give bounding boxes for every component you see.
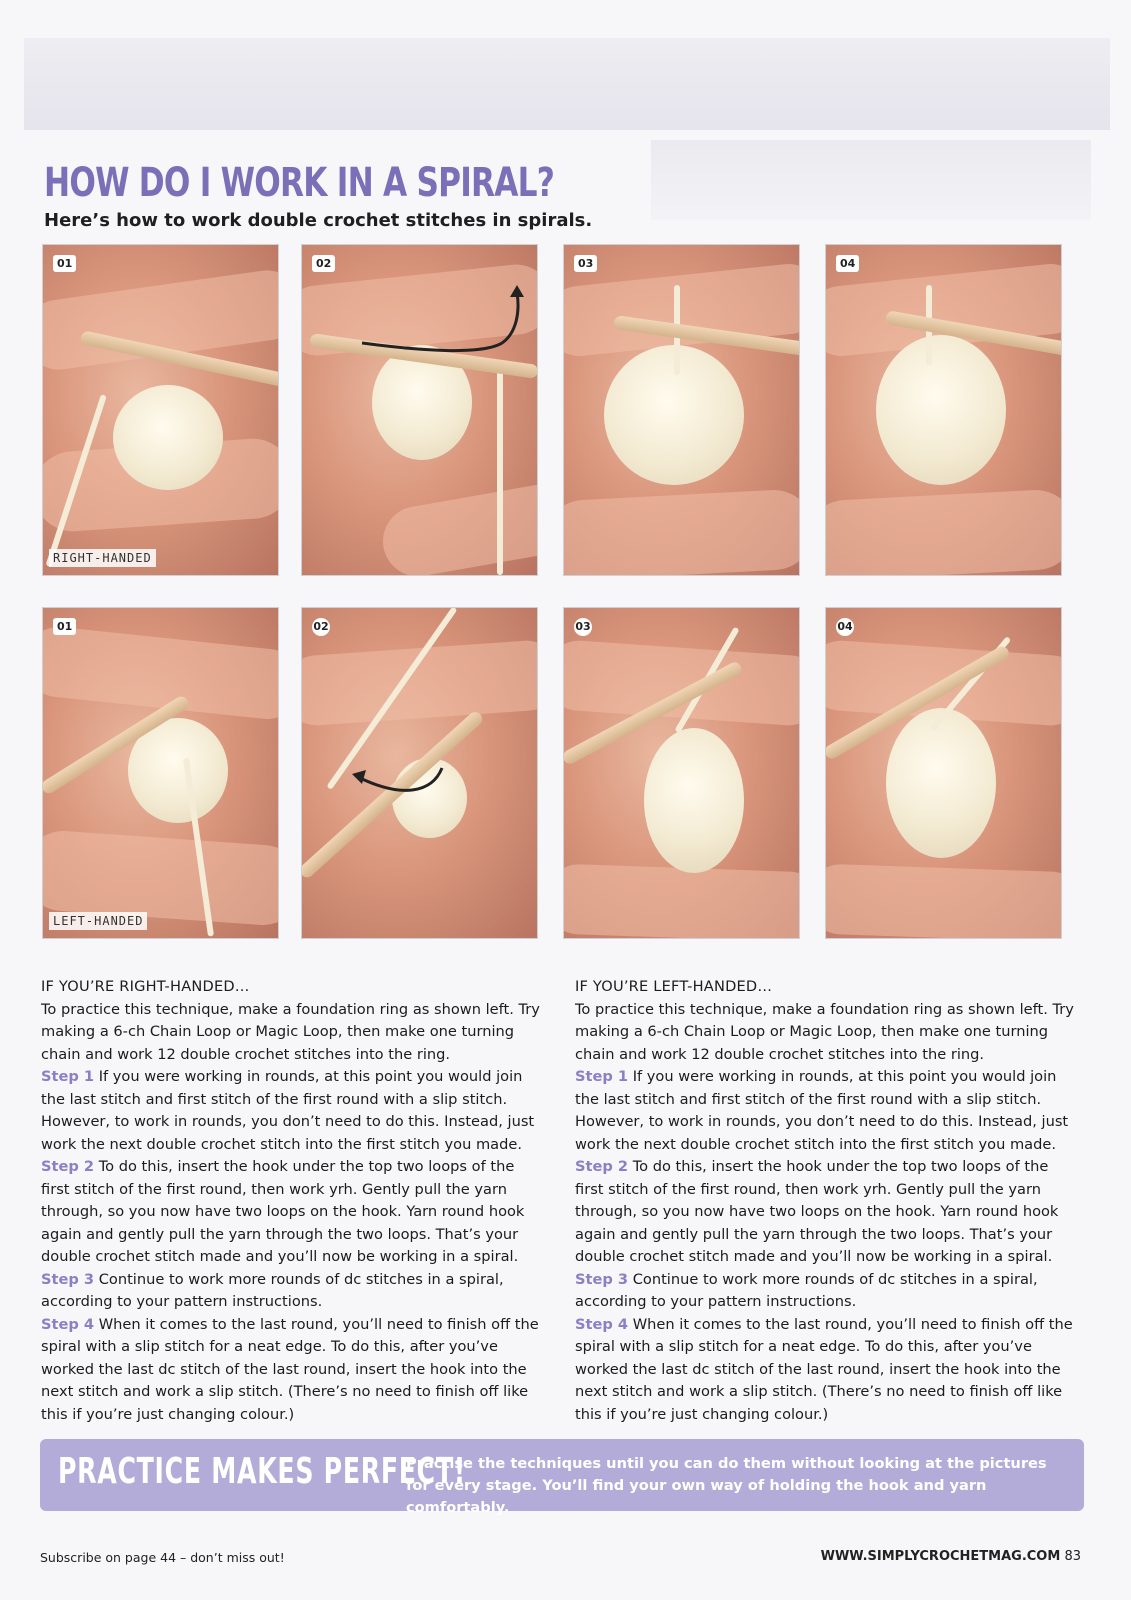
subscribe-note: Subscribe on page 44 – don’t miss out! bbox=[40, 1550, 285, 1565]
section-heading: IF YOU’RE LEFT-HANDED… bbox=[575, 978, 773, 995]
header-band bbox=[24, 38, 1110, 130]
step-number: 04 bbox=[836, 255, 859, 272]
photo-right-handed-01 bbox=[42, 244, 279, 576]
page-title: HOW DO I WORK IN A SPIRAL? bbox=[44, 160, 555, 206]
step-label: Step 3 bbox=[41, 1270, 95, 1288]
step-label: Step 4 bbox=[575, 1315, 629, 1333]
step-label: Step 4 bbox=[41, 1315, 95, 1333]
banner-title: PRACTICE MAKES PERFECT! bbox=[58, 1451, 466, 1492]
step-label: Step 2 bbox=[41, 1158, 95, 1175]
step-label: Step 3 bbox=[575, 1270, 629, 1288]
step-label: Step 2 bbox=[575, 1158, 629, 1175]
website-link[interactable]: WWW.SIMPLYCROCHETMAG.COM bbox=[820, 1549, 1061, 1564]
step-paragraph: Step 3 Continue to work more rounds of dc stitches in a spiral, according to your pattern instructions. bbox=[41, 1270, 504, 1310]
right-handed-instructions bbox=[41, 976, 543, 1426]
step-number: 02 bbox=[312, 255, 335, 272]
step-number: 01 bbox=[53, 618, 76, 635]
step-paragraph: Step 4 When it comes to the last round, you’ll need to finish off the spiral with a slip stitch for a neat edge. To do this, after you’ve worked the last dc stitch of the last round, insert the hook into the next stitch and work a slip stitch. (There’s no need to finish off like this if you’re just changing colour.) bbox=[575, 1315, 1073, 1423]
page-number: 83 bbox=[1064, 1549, 1081, 1564]
step-paragraph: Step 1 If you were working in rounds, at this point you would join the last stitch and first stitch of the first round with a slip stitch. However, to work in rounds, you don’t need to do this. Instead, just work the next double crochet stitch into the first stitch you made. bbox=[41, 1068, 535, 1153]
step-number: 03 bbox=[574, 255, 597, 272]
footer-right bbox=[821, 1549, 1081, 1564]
step-paragraph: Step 2 To do this, insert the hook under the top two loops of the first stitch of the first round, then work yrh. Gently pull the yarn through, so you now have two loops on the hook. Yarn round hook again and gently pull the yarn through the two loops. That’s your double crochet stitch made and you’ll now be working in a spiral. bbox=[41, 1158, 525, 1265]
tip-banner bbox=[40, 1439, 1084, 1516]
bleed-through-area bbox=[651, 140, 1091, 220]
photo-right-handed-02 bbox=[301, 244, 538, 576]
right-handed-tag: RIGHT-HANDED bbox=[49, 549, 156, 567]
photo-right-handed-03 bbox=[563, 244, 800, 576]
direction-arrow-icon bbox=[362, 285, 532, 365]
photo-left-handed-02 bbox=[301, 607, 538, 939]
step-number: 04 bbox=[836, 618, 854, 636]
step-paragraph: Step 3 Continue to work more rounds of dc stitches in a spiral, according to your pattern instructions. bbox=[575, 1270, 1038, 1310]
photo-left-handed-03 bbox=[563, 607, 800, 939]
step-number: 03 bbox=[574, 618, 592, 636]
step-number: 01 bbox=[53, 255, 76, 272]
step-paragraph: Step 4 When it comes to the last round, you’ll need to finish off the spiral with a slip stitch for a neat edge. To do this, after you’ve worked the last dc stitch of the last round, insert the hook into the next stitch and work a slip stitch. (There’s no need to finish off like this if you’re just changing colour.) bbox=[41, 1315, 539, 1423]
photo-left-handed-04 bbox=[825, 607, 1062, 939]
intro-paragraph: To practice this technique, make a foundation ring as shown left. Try making a 6-ch Chain Loop or Magic Loop, then make one turning chain and work 12 double crochet stitches into the ring. bbox=[41, 1000, 540, 1063]
photo-left-handed-01 bbox=[42, 607, 279, 939]
left-handed-instructions bbox=[575, 976, 1077, 1426]
step-paragraph: Step 2 To do this, insert the hook under the top two loops of the first stitch of the first round, then work yrh. Gently pull the yarn through, so you now have two loops on the hook. Yarn round hook again and gently pull the yarn through the two loops. That’s your double crochet stitch made and you’ll now be working in a spiral. bbox=[575, 1158, 1059, 1265]
step-paragraph: Step 1 If you were working in rounds, at this point you would join the last stitch and first stitch of the first round with a slip stitch. However, to work in rounds, you don’t need to do this. Instead, just work the next double crochet stitch into the first stitch you made. bbox=[575, 1068, 1069, 1153]
section-heading: IF YOU’RE RIGHT-HANDED… bbox=[41, 978, 250, 995]
step-number: 02 bbox=[312, 618, 330, 636]
left-handed-tag: LEFT-HANDED bbox=[49, 912, 147, 930]
photo-right-handed-04 bbox=[825, 244, 1062, 576]
direction-arrow-icon bbox=[342, 748, 452, 808]
step-label: Step 1 bbox=[575, 1068, 629, 1085]
banner-text: Practise the techniques until you can do them without looking at the pictures for every stage. You’ll find your own way of holding the hook and yarn comfortably. bbox=[406, 1455, 1047, 1516]
page-subtitle: Here’s how to work double crochet stitches in spirals. bbox=[44, 210, 593, 231]
intro-paragraph: To practice this technique, make a foundation ring as shown left. Try making a 6-ch Chain Loop or Magic Loop, then make one turning chain and work 12 double crochet stitches into the ring. bbox=[575, 1000, 1074, 1063]
step-label: Step 1 bbox=[41, 1068, 95, 1085]
